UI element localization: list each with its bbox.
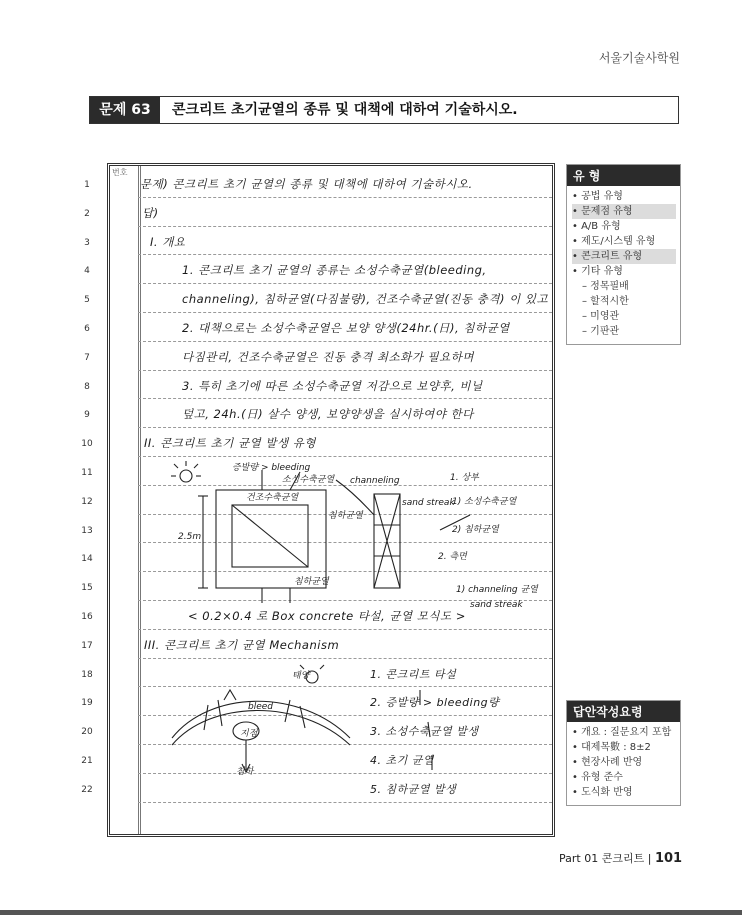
sketch-label-top2: 소성수축균열 bbox=[282, 475, 335, 485]
type-item: • 공법 유형 bbox=[572, 191, 623, 202]
row-number: 3 bbox=[84, 237, 90, 248]
answer-line: 4. 초기 균열 bbox=[370, 754, 434, 767]
type-item: • 제도/시스템 유형 bbox=[572, 236, 656, 247]
row-number: 16 bbox=[81, 612, 93, 622]
answer-line: 덮고, 24h.(日) 살수 양생, 보양양생을 실시하여야 한다 bbox=[182, 407, 474, 422]
answer-line: I. 개요 bbox=[150, 234, 186, 249]
type-item: – 기판관 bbox=[582, 326, 620, 337]
answer-line: 2. 대책으로는 소성수축균열은 보양 양생(24hr.(日), 침하균열 bbox=[182, 321, 510, 335]
answer-tips-title: 답안작성요령 bbox=[567, 701, 680, 722]
sketch-label-r1: 1. 상부 bbox=[450, 473, 479, 483]
page-number: 101 bbox=[654, 851, 683, 866]
question-text: 콘크리트 초기균열의 종류 및 대책에 대하여 기술하시오. bbox=[172, 102, 518, 118]
answer-tip-item: • 개요 : 질문요지 포함 bbox=[572, 727, 672, 738]
publisher-label: 서울기술사학원 bbox=[598, 51, 680, 65]
sketch-label-r6: sand streak bbox=[470, 600, 523, 610]
answer-line: channeling), 침하균열(다짐불량), 건조수축균열(진동 충격) 이 있고 bbox=[182, 292, 549, 307]
sketch-label-ch1: channeling bbox=[350, 476, 400, 486]
answer-line: III. 콘크리트 초기 균열 Mechanism bbox=[144, 637, 340, 652]
row-number: 1 bbox=[84, 180, 90, 190]
type-item: – 할적시한 bbox=[582, 296, 629, 307]
row-number: 14 bbox=[81, 554, 93, 565]
answer-line: 1. 콘크리트 타설 bbox=[370, 667, 457, 681]
row-number: 10 bbox=[81, 439, 93, 450]
row-number: 13 bbox=[81, 525, 93, 536]
answer-tip-item: • 대제목數 : 8±2 bbox=[572, 742, 651, 753]
question-number: 문제 63 bbox=[90, 97, 160, 123]
answer-tip-item: • 유형 준수 bbox=[572, 772, 623, 783]
type-item: • 문제점 유형 bbox=[572, 204, 676, 219]
answer-line: 5. 침하균열 발생 bbox=[370, 782, 457, 796]
footer-separator: | bbox=[647, 852, 652, 865]
sketch-label-inner: 건조수축균열 bbox=[246, 493, 299, 503]
sketch-label-r5: 1) channeling 균열 bbox=[456, 585, 538, 595]
type-item: • 콘크리트 유형 bbox=[572, 249, 676, 264]
answer-line: < 0.2×0.4 로 Box concrete 타설, 균열 모식도 > bbox=[188, 609, 466, 623]
row-number: 6 bbox=[84, 324, 90, 334]
type-list bbox=[567, 186, 680, 344]
row-number: 12 bbox=[81, 496, 93, 507]
sketch-label-side: 침하균열 bbox=[328, 511, 363, 521]
row-number: 5 bbox=[84, 295, 90, 306]
answer-tip-item: • 도식화 반영 bbox=[572, 787, 633, 798]
answer-line: 문제) 콘크리트 초기 균열의 종류 및 대책에 대하여 기술하시오. bbox=[140, 177, 473, 191]
row-number: 19 bbox=[81, 698, 93, 709]
row-number: 18 bbox=[81, 669, 93, 680]
row-number: 11 bbox=[81, 468, 93, 478]
bottom-bar bbox=[0, 910, 742, 915]
row-number: 17 bbox=[81, 640, 93, 651]
sketch-label-mech2: 침하 bbox=[236, 767, 254, 777]
footer-part: Part 01 bbox=[559, 852, 599, 865]
answer-line: 답) bbox=[142, 205, 159, 220]
type-item: – 정목필배 bbox=[582, 281, 629, 292]
row-number: 8 bbox=[84, 381, 90, 392]
page-footer bbox=[559, 850, 682, 866]
row-number: 21 bbox=[81, 756, 93, 766]
footer-chapter: 콘크리트 bbox=[601, 852, 645, 865]
row-number: 15 bbox=[81, 583, 93, 594]
answer-line: 3. 특히 초기에 따른 소성수축균열 저감으로 보양후, 비닐 bbox=[182, 378, 483, 393]
sketch-label-ch2: sand streak bbox=[402, 498, 455, 508]
type-panel bbox=[566, 164, 681, 345]
type-item: • A/B 유형 bbox=[572, 221, 621, 232]
answer-tips-panel bbox=[566, 700, 681, 806]
sketch-label-r4: 2. 측면 bbox=[438, 552, 467, 562]
row-number: 2 bbox=[84, 208, 90, 219]
sketch-label-top: 증발량 > bleeding bbox=[232, 463, 311, 473]
answer-line: II. 콘크리트 초기 균열 발생 유형 bbox=[144, 436, 317, 451]
row-number: 7 bbox=[84, 352, 90, 363]
answer-tips-list bbox=[567, 722, 680, 805]
row-number: 9 bbox=[84, 410, 90, 421]
row-number: 4 bbox=[84, 266, 90, 277]
sketch-label-dim: 2.5m bbox=[178, 532, 202, 542]
type-panel-title: 유 형 bbox=[567, 165, 680, 186]
sketch-label-r2: 1) 소성수축균열 bbox=[452, 497, 517, 507]
type-item: • 기타 유형 bbox=[572, 266, 623, 277]
sketch-label-sun: 태양 bbox=[292, 671, 310, 681]
answer-line: 1. 콘크리트 초기 균열의 종류는 소성수축균열(bleeding, bbox=[182, 263, 487, 278]
answer-line: 2. 증발량 > bleeding량 bbox=[370, 696, 500, 710]
answer-line: 3. 소성수축균열 발생 bbox=[370, 725, 479, 739]
sketch-label-bottom: 침하균열 bbox=[294, 577, 329, 587]
sketch-label-mech3: 지점 bbox=[240, 729, 258, 739]
answer-line: 다짐관리, 건조수축균열은 진동 충격 최소화가 필요하며 bbox=[182, 349, 474, 364]
sketch-label-r3: 2) 침하균열 bbox=[452, 525, 499, 535]
answer-tip-item: • 현장사례 반영 bbox=[572, 757, 643, 768]
row-number: 20 bbox=[81, 727, 93, 738]
sun-icon bbox=[180, 470, 192, 482]
row-number: 22 bbox=[81, 784, 93, 795]
number-label: 번호 bbox=[112, 168, 128, 177]
type-item: – 미영관 bbox=[582, 311, 620, 322]
sketch-label-mech1: bleed bbox=[248, 702, 274, 712]
